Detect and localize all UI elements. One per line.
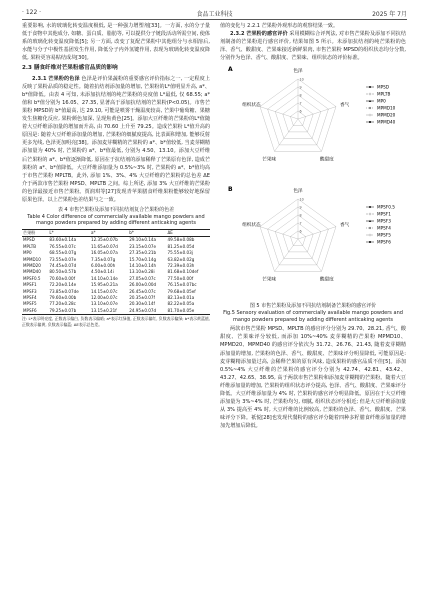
legend-label: MPMD10 (377, 105, 396, 111)
figure-caption-zh: 图 5 市售芒果粉及添加不同抗结剂制备芒果粉的感官评价 (249, 303, 377, 310)
table-cell: 80.50±0.57b (49, 269, 77, 275)
figure-caption-en: Fig.5 Sensory evaluation of commercially available mango powders and mango powders prepared by adding different anticaking agents (223, 310, 403, 323)
table-cell: 81.70±0.05e (167, 307, 195, 313)
table-cell: 72.39±0.03h (167, 262, 195, 268)
table-cell: MPMD40 (23, 269, 41, 275)
table-cell: 14.15±0.07c (90, 288, 118, 294)
table-row (22, 282, 210, 288)
radar-axis-label: 组织状态 (242, 223, 261, 229)
table-cell: 27.05±0.07c (129, 275, 156, 281)
table-cell: 12.00±0.07c (90, 294, 118, 300)
radar-axis-label: 香气 (340, 223, 350, 229)
radar-axis-label: 色泽 (293, 69, 303, 75)
table-header-cell: b* (129, 229, 134, 235)
table-header-cell: a* (90, 229, 96, 235)
section-heading: 2.3 膳食纤维对芒果粉感官品质的影响 (22, 65, 118, 72)
table-cell: 15.70±0.14g (129, 256, 157, 262)
radar-axis-line (298, 107, 336, 119)
radar-axis-label: 酸甜度 (319, 158, 334, 164)
table-cell: 14.10±0.14e (90, 275, 118, 281)
running-header (22, 9, 407, 20)
table-cell: 49.58±0.08b (167, 237, 195, 243)
radar-tick-label: 10 (299, 77, 304, 82)
radar-axis-line (298, 227, 336, 239)
table-cell: 76.55±0.07c (49, 243, 76, 249)
legend-marker (369, 227, 371, 230)
table-cell: 26.45±0.07c (129, 288, 156, 294)
radar-axis-label: 酸甜度 (319, 278, 334, 284)
table-cell: MPSF0.5 (23, 275, 41, 281)
radar-tick-label: 7 (299, 101, 302, 106)
radar-axis-line (274, 239, 298, 271)
radar-tick-label: 8 (299, 93, 302, 98)
radar-axis-line (260, 227, 298, 239)
table-cell: 16.05±0.07a (90, 250, 118, 256)
paragraph-sensory-text: 采用模糊综合评判法, 对市售芒果粉及添加不同抗结剂制备的芒果粉进行感官评价, 结果如图 5 所示。未添加抗结剂的纯芒果粉的色泽、香气、酸甜度、芒果味接近新鲜果肉, 市售芒果粉 MPSD的组织状态均分分数, 分别作为色泽、香气、酸甜度、芒果味、组织状态的评价标准。 (220, 31, 406, 62)
radar-axis-label: 香气 (340, 103, 350, 109)
panel-label: B (228, 186, 233, 194)
table-cell: MPSD (23, 237, 35, 243)
paragraph-intro: 重要影响, 水的玻璃化转变温度极低, 是一种强力增塑剂[33]。一方面, 水的分子量低于食物中其他成分, 如糖、蛋白质、脂肪等, 可以提供分子链段活动所需空间, 使体系的玻璃化转变温度降低[5]; 另一方面, 改变了复配芒果粉中其他组分与水相溶后, 水能与分子中极性基团发生作用, 降低分子内外氢键作用, 表现为玻璃化转变温度降低, 果粉更容易粘结成块[30]。 (22, 23, 210, 62)
table-cell: MPMD20 (23, 262, 41, 268)
legend-label: MPSF4 (377, 225, 391, 231)
table-row (22, 289, 210, 295)
color-difference-table (22, 229, 210, 315)
table-cell: 13.10±0.07e (90, 301, 118, 307)
table-cell: MP0 (23, 250, 32, 256)
legend-marker (369, 234, 371, 236)
paragraph-color (22, 75, 210, 205)
legend-marker (369, 114, 371, 116)
radar-axis-label: 组织状态 (242, 103, 261, 109)
table-cell: MPMD10 (23, 256, 41, 262)
radar-axis-label: 芒果味 (262, 158, 277, 164)
table-row (22, 250, 210, 256)
radar-tick-label: 10 (299, 197, 304, 202)
radar-axis-line (260, 107, 298, 119)
legend-label: MPMD40 (377, 119, 396, 125)
table-note: 注: L*表示明亮度, 正数表示偏白, 负数表示偏暗; a*表示红绿值, 正数表示偏红, 负数表示偏绿; b*表示黄蓝值, 正数表示偏黄, 负数表示偏蓝; ΔE表示总色差。 (22, 316, 210, 327)
table-cell: 6.00±0.00h (90, 262, 116, 268)
radar-tick-label: 9 (299, 205, 302, 210)
legend-label: MPSD (377, 84, 390, 90)
table-cell: 74.45±0.07d (49, 262, 77, 268)
radar-tick-label: 8 (299, 213, 302, 218)
table-cell: MPSF1 (23, 282, 37, 288)
legend-marker (369, 121, 371, 123)
table-cell: 11.65±0.07d (90, 243, 118, 249)
table-cell: 81.68±0.10def (167, 269, 199, 275)
table-cell: 29.10±0.14a (129, 237, 156, 243)
radar-axis-label: 芒果味 (262, 278, 277, 284)
page-number: · 122 · (22, 9, 42, 16)
subsection-heading: 2.3.1 芒果粉的色泽 (32, 75, 80, 82)
table-cell: MPSF5 (23, 301, 37, 307)
table-cell: MPLTB (23, 243, 37, 249)
table-cell: 4.50±0.14i (90, 269, 114, 275)
table-cell: 72.20±0.14e (49, 282, 77, 288)
table-row (22, 308, 210, 315)
legend-marker (369, 93, 371, 95)
table-cell: MPSF6 (23, 307, 37, 313)
legend-label: MPSF5 (377, 232, 391, 238)
table-cell: 13.10±0.28i (129, 269, 155, 275)
table-cell: 20.35±0.07f (129, 294, 155, 300)
table-header-cell: ΔE (167, 229, 173, 235)
table-cell: 7.35±0.07g (90, 256, 116, 262)
radar-svg (220, 63, 406, 303)
journal-name: 食品工业科技 (196, 11, 233, 18)
table-cell: 27.35±0.21b (129, 250, 157, 256)
radar-axis-line (298, 119, 322, 151)
table-cell: 82.13±0.01a (167, 294, 195, 300)
radar-tick-label: 6 (299, 109, 302, 114)
table-cell: 79.68±0.05ef (167, 288, 196, 294)
table-row (22, 301, 210, 307)
table-cell: 81.25±0.05d (167, 243, 195, 249)
table-cell: 13.15±0.21f (90, 307, 117, 313)
legend-marker (369, 206, 371, 208)
legend-marker (369, 241, 371, 243)
table-cell: MPSF4 (23, 294, 37, 300)
radar-axis-label: 色泽 (293, 189, 303, 195)
subsection-heading-2: 2.3.2 芒果粉的感官评价 (230, 31, 288, 38)
legend-label: MPSF1 (377, 211, 391, 217)
table-body (22, 237, 210, 315)
paragraph-top: 值的变化与 2.2.1 芒果粉外观形态的观察结果一致。 (220, 23, 339, 29)
table-cell: 14.10±0.14h (129, 262, 157, 268)
table-cell: 20.30±0.14f (129, 301, 155, 307)
legend-marker (369, 107, 371, 110)
radar-tick-label: 6 (299, 229, 302, 234)
table-cell: 70.60±0.00f (49, 275, 76, 281)
table-cell: 73.55±0.07e (49, 256, 77, 262)
table-cell: MPSF3 (23, 288, 37, 294)
paragraph-sensory (220, 30, 406, 62)
radar-figure (220, 63, 406, 303)
table-cell: 82.22±0.05a (167, 301, 195, 307)
legend-label: MPSF6 (377, 239, 391, 245)
paragraph-color-text: 色泽是评价果蔬粉的重要感官评价指标之一, 一定程度上反映了果粉品质的稳定性。随着抗结剂添加量的增加, 芒果粉的L*值明显升高, a*、b*值降低。由表 4 可知, 未添加抗结剂的纯芒果粉的亮度值 L*最低, 仅 68.55; a*值和 b*值分别为 16.05、27.35, 显著高于添加抗结剂的芒果粉(P<0.05)。市售芒果粉 MPSD的 b*值最高, 达 29.10, 可能是喷雾干燥温度较高, 芒果中葡萄糖、果糖发生焦糖化反应, 果粉颜色加深, 呈现焦黄色[25]。添加大豆纤维的芒果粉的L*值随着大豆纤维添加量的增加而升高, 由 70.60 上升至 79.25。造成芒果粉 L*值升高的原因是: 随着大豆纤维添加量的增加, 芒果粉的细腻度提高, 比表面积增加, 能够反射更多光线, 色泽更加明亮[38]。添加麦芽糊精的芒果粉的 a*、b*值较低, 当麦芽糊精添加量为 40% 时, 芒果粉的 a*、b*值最低, 分别为 4.50、13.10。添加大豆纤维后芒果粉的 a*、b*值逐渐降低, 原因在于抗结剂的添加稀释了芒果原有色泽, 造成芒果粉的 a*、b*值降低。大豆纤维添加量为 0.5%~3% 时, 芒果粉的 a*、b*值均高于市售芒果粉 MPLTB。此外, 添加 1%、3%、4% 大豆纤维的芒果粉的总色差 ΔE 介于两款市售芒果粉 MPSD、MPLTB 之间。综上所述, 添加 3% 大豆纤维的芒果粉的色泽最接近市售芒果粉。贾润琪等[27]发现青苹果膳食纤维果粉能够较好地保留原果色泽。以上芒果粉色差结果与之一致。 (22, 75, 210, 203)
table-header-row (22, 229, 210, 236)
radar-tick-label: 9 (299, 85, 302, 90)
panel-label: A (228, 66, 233, 74)
right-column (220, 22, 406, 431)
radar-axis-line (274, 119, 298, 151)
legend-label: MP0 (377, 98, 386, 104)
issue-date: 2025 年 7月 (372, 11, 407, 18)
legend-label: MPMD20 (377, 112, 396, 118)
radar-tick-label: 7 (299, 221, 302, 226)
legend-marker (369, 213, 371, 215)
table-caption-zh: 表 4 市售芒果粉及添加不同抗结剂复合芒果粉的色差 (57, 207, 175, 214)
table-cell: 79.60±0.00b (49, 294, 77, 300)
table-header-cell: L* (49, 229, 54, 235)
table-cell: 12.35±0.07b (90, 237, 118, 243)
table-cell: 77.50±0.00f (167, 275, 194, 281)
legend-label: MPSF3 (377, 218, 391, 224)
table-caption-en: Table 4 Color difference of commercially available mango powders and mango powders prepared by adding different anticaking agents (27, 214, 205, 227)
table-cell: 75.55±0.03j (167, 250, 193, 256)
table-cell: 79.25±0.07b (49, 307, 77, 313)
table-header-cell: 芒果粉 (23, 229, 36, 235)
left-column (22, 22, 210, 327)
table-cell: 73.85±0.07de (49, 288, 79, 294)
table-cell: 68.55±0.07g (49, 250, 77, 256)
table-cell: 23.15±0.07e (129, 243, 157, 249)
legend-label: MPLTB (377, 91, 391, 97)
table-cell: 83.60±0.14a (49, 237, 77, 243)
radar-axis-line (298, 239, 322, 271)
table-cell: 15.95±0.21a (90, 282, 118, 288)
paragraph-bottom: 两款市售芒果粉 MPSD、MPLTB 的感官评分分别为 29.70、28.21, 香气、酸甜度、芒果味评分较低, 而添加 10%~40% 麦芽糊精的芒果粉 MPMD10、MPMD20、MPMD40 的感官评分依次为 31.72、26.76、21.43, 随着麦芽糊精添加量的增加, 芒果粉的色泽、香气、酸甜度、芒果味评分明显降低, 可能原因是: 麦芽糊精添加量过高, 会稀释芒果的原有风味, 造成果粉的感官品质不佳[5]。添加 0.5%~4% 大豆纤维的芒果粉的感官评分分别为 42.74、42.81、43.42、43.27、42.65、38.95, 高于两款市售芒果粉和添加麦芽糊精的芒果粉。随着大豆纤维添加量的增加, 芒果粉的组织状态评分提高, 色泽、香气、酸甜度、芒果味评分降低。大豆纤维添加量为 4% 时, 芒果粉的感官评分明显降低。原因在于大豆纤维添加量为 3%~4% 时, 芒果粉均匀, 细腻, 组织状态评分相近; 但是大豆纤维添加量从 3% 提高至 4% 时, 大豆纤维的比例较高, 芒果粉的色泽、香气、酸甜度、芒果味评分下降。祇悦[28]也发现代餐粉的感官评分随着四种多籽膳食纤维添加量的增加先增加后降低。 (220, 326, 406, 430)
table-cell: 26.00±0.00d (129, 282, 157, 288)
legend-label: MPSF0.5 (377, 204, 395, 210)
table-cell: 24.95±0.07d (129, 307, 157, 313)
table-cell: 63.82±0.02g (167, 256, 195, 262)
table-cell: 77.20±0.28c (49, 301, 76, 307)
table-row (22, 237, 210, 244)
table-cell: 76.15±0.07bc (167, 282, 197, 288)
legend-marker (369, 86, 371, 88)
